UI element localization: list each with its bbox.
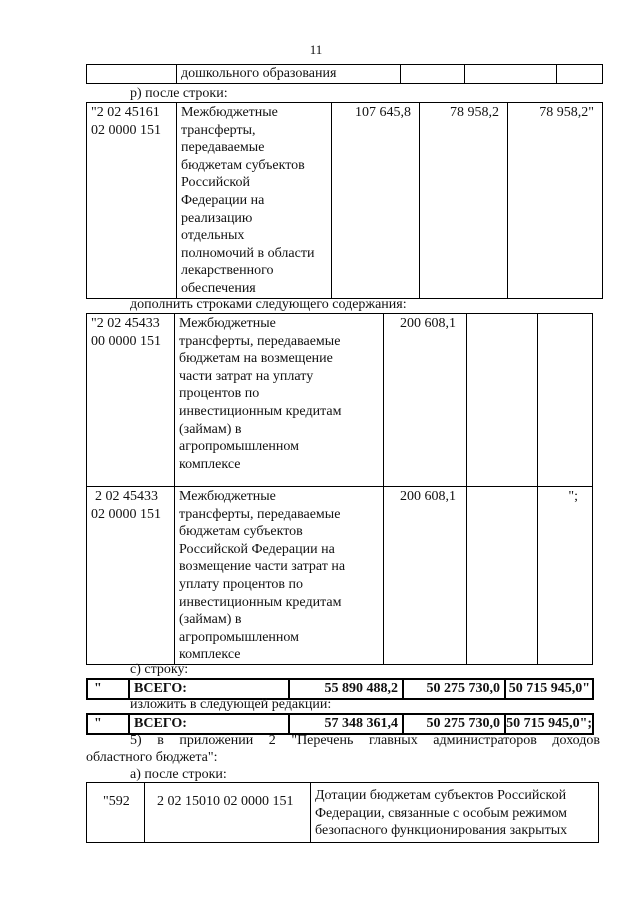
value-cell: 200 608,1 [384,314,467,487]
code-cell [87,314,175,487]
total-value: 55 890 488,2 [289,679,403,699]
name-line: (займам) в [179,421,242,437]
name-line: части затрат на уплату [179,368,314,384]
name-line: Межбюджетные [179,489,276,504]
name-line: трансферты, [181,122,256,138]
table-added-rows [86,313,593,665]
name-line: передаваемые [181,140,265,156]
table-row [87,714,593,734]
name-line: отдельных [181,228,245,244]
paragraph-5-line-2: областного бюджета": [86,750,218,765]
value-cell [467,487,538,665]
name-line: бюджетам на возмещение [179,351,333,367]
table-cell [465,65,557,84]
name-line: трансферты, передаваемые [179,333,341,349]
table-top-row [86,64,603,84]
table-cell: дошкольного образования [177,65,401,84]
value-cell [538,314,593,487]
table-row [87,314,593,487]
total-value: 57 348 361,4 [289,714,403,734]
name-line: Федерации, связанные с особым режимом [315,805,568,821]
name-line: Федерации на [181,192,265,208]
quote-cell: " [87,679,129,699]
name-line: процентов по [179,386,260,402]
label-new-redaction: изложить в следующей редакции: [130,697,332,712]
total-value: 50 275 730,0 [403,714,505,734]
code-line: 2 02 45433 [95,489,158,504]
code-line: 00 0000 151 [91,333,161,349]
name-line: лекарственного [181,263,274,279]
value-cell: 200 608,1 [384,487,467,665]
label-r: р) после строки: [130,86,228,101]
name-line: инвестиционным кредитам [179,594,342,610]
code-cell [87,103,177,299]
name-line: Дотации бюджетам субъектов Российской [315,788,567,803]
value-cell: "; [538,487,593,665]
code-line: "2 02 45161 [91,105,160,120]
table-row-b [86,782,599,843]
table-cell [557,65,603,84]
name-line: уплату процентов по [179,576,303,592]
table-row [87,103,603,299]
name-line: бюджетам субъектов [181,157,305,173]
name-cell [175,487,384,665]
name-line: реализацию [181,210,253,226]
name-cell [311,783,599,843]
name-line: трансферты, передаваемые [179,506,341,522]
label-add: дополнить строками следующего содержания: [130,297,407,312]
table-cell [401,65,465,84]
paragraph-5-line-1: 5) в приложении 2 "Перечень главных администраторов доходов [130,733,600,748]
code-line: 02 0000 151 [91,122,161,138]
value-cell: 107 645,8 [332,103,420,299]
name-line: бюджетам субъектов [179,524,303,540]
label-a: а) после строки: [130,767,227,782]
code-cell: 2 02 15010 02 0000 151 [145,783,311,843]
total-value: 50 715 945,0" [505,679,593,699]
name-line: комплексе [179,456,241,472]
label-c: с) строку: [130,662,189,677]
name-line: (займам) в [179,612,242,628]
table-row [87,783,599,843]
table-row [87,487,593,665]
name-line: безопасного функционирования закрытых [315,823,568,839]
total-label: ВСЕГО: [129,679,289,699]
total-value: 50 275 730,0 [403,679,505,699]
name-line: агропромышленном [179,439,300,455]
name-line: полномочий в области [181,245,315,261]
name-line: Российской Федерации на [179,541,335,557]
name-cell [175,314,384,487]
name-line: инвестиционным кредитам [179,403,342,419]
quote-cell: " [87,714,129,734]
code-line: "2 02 45433 [91,316,160,331]
name-line: возмещение части затрат на [179,559,346,575]
name-line: Российской [181,175,250,191]
name-line: комплексе [179,647,241,663]
name-line: обеспечения [181,280,256,296]
table-row [87,65,603,84]
total-label: ВСЕГО: [129,714,289,734]
name-line: Межбюджетные [181,105,278,120]
page-number: 11 [309,42,323,57]
table-cell [87,65,177,84]
table-row-r [86,102,603,299]
code-cell [87,487,175,665]
code-cell: "592 [87,783,145,843]
value-cell [467,314,538,487]
total-value: 50 715 945,0"; [505,714,593,734]
value-cell: 78 958,2 [420,103,508,299]
code-line: 02 0000 151 [91,506,161,522]
name-line: агропромышленном [179,629,300,645]
name-cell [177,103,332,299]
name-line: Межбюджетные [179,316,276,331]
value-cell: 78 958,2" [508,103,603,299]
